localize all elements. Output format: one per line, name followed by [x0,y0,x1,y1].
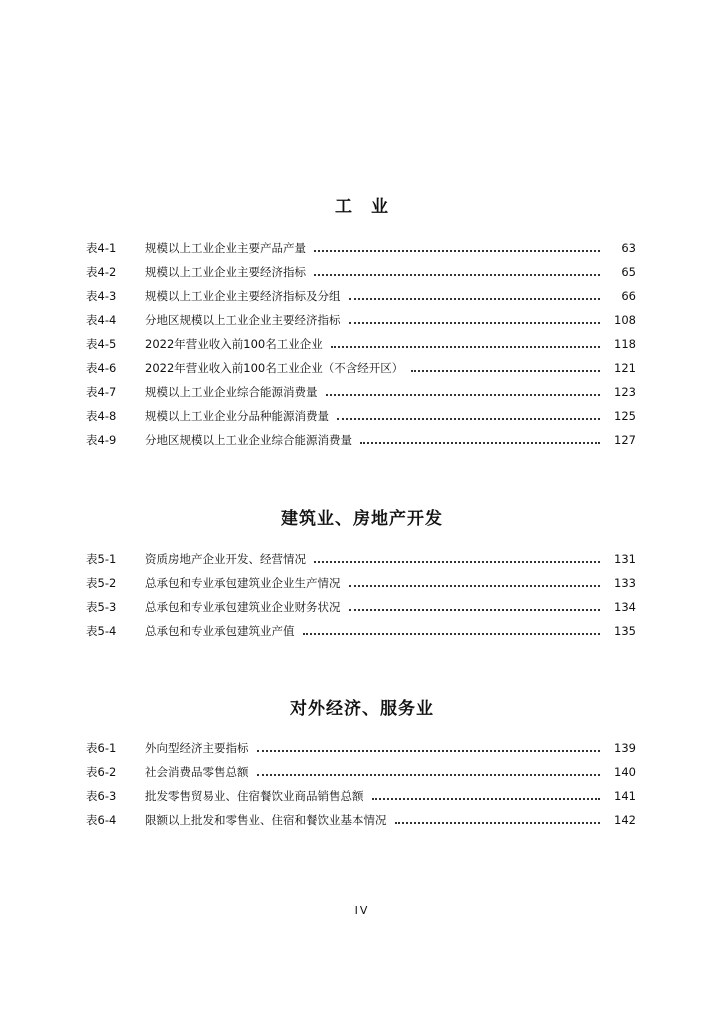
table-title: 批发零售贸易业、住宿餐饮业商品销售总额 [145,789,364,803]
table-title: 外向型经济主要指标 [145,741,249,755]
toc-entry[interactable] [86,383,636,401]
table-number: 表6-2 [86,765,117,779]
toc-entry[interactable] [86,407,636,425]
toc-entry[interactable] [86,622,636,640]
dot-leader [360,440,600,444]
dot-leader [372,796,601,800]
table-number: 表4-6 [86,361,117,375]
page-number: 66 [621,289,636,303]
table-number: 表6-4 [86,813,117,827]
dot-leader [411,368,600,372]
dot-leader [303,631,601,635]
table-title: 资质房地产企业开发、经营情况 [145,552,306,566]
dot-leader [337,416,600,420]
dot-leader [395,820,601,824]
page-number: 63 [621,241,636,255]
table-number: 表4-4 [86,313,117,327]
page-number: 121 [614,361,636,375]
page-number: 108 [614,313,636,327]
toc-entry[interactable] [86,287,636,305]
dot-leader [314,248,600,252]
dot-leader [349,607,601,611]
table-number: 表4-3 [86,289,117,303]
section-title-foreign-trade-services: 对外经济、服务业 [290,699,434,719]
toc-entry[interactable] [86,359,636,377]
dot-leader [314,272,600,276]
dot-leader [331,344,600,348]
toc-entry[interactable] [86,335,636,353]
table-number: 表4-1 [86,241,117,255]
table-title: 限额以上批发和零售业、住宿和餐饮业基本情况 [145,813,387,827]
toc-entry[interactable] [86,739,636,757]
dot-leader [314,559,600,563]
dot-leader [349,583,601,587]
table-title: 2022年营业收入前100名工业企业（不含经开区） [145,361,404,375]
page-number: 125 [614,409,636,423]
toc-entry[interactable] [86,811,636,829]
table-title: 总承包和专业承包建筑业产值 [145,624,295,638]
table-number: 表4-2 [86,265,117,279]
toc-entry[interactable] [86,263,636,281]
table-title: 社会消费品零售总额 [145,765,249,779]
section-title-construction: 建筑业、房地产开发 [281,509,443,529]
dot-leader [349,296,601,300]
toc-entry[interactable] [86,598,636,616]
page-number: 123 [614,385,636,399]
page-number: 118 [614,337,636,351]
table-number: 表5-3 [86,600,117,614]
dot-leader [257,748,601,752]
page-number: 133 [614,576,636,590]
toc-entry[interactable] [86,311,636,329]
table-number: 表5-1 [86,552,117,566]
page-number: 142 [614,813,636,827]
page-number: 127 [614,433,636,447]
table-number: 表6-1 [86,741,117,755]
page-number: 139 [614,741,636,755]
table-title: 总承包和专业承包建筑业企业财务状况 [145,600,341,614]
dot-leader [257,772,601,776]
table-number: 表4-8 [86,409,117,423]
toc-entry[interactable] [86,239,636,257]
dot-leader [326,392,601,396]
table-title: 分地区规模以上工业企业主要经济指标 [145,313,341,327]
toc-entry[interactable] [86,763,636,781]
page-number: 135 [614,624,636,638]
table-title: 规模以上工业企业主要产品产量 [145,241,306,255]
table-number: 表4-7 [86,385,117,399]
page-number: 134 [614,600,636,614]
toc-entry[interactable] [86,550,636,568]
table-title: 规模以上工业企业综合能源消费量 [145,385,318,399]
table-number: 表4-5 [86,337,117,351]
table-title: 规模以上工业企业主要经济指标及分组 [145,289,341,303]
page-number: 141 [614,789,636,803]
toc-entry[interactable] [86,431,636,449]
table-number: 表6-3 [86,789,117,803]
page-number: 65 [621,265,636,279]
toc-entry[interactable] [86,574,636,592]
table-number: 表5-2 [86,576,117,590]
table-title: 总承包和专业承包建筑业企业生产情况 [145,576,341,590]
table-number: 表5-4 [86,624,117,638]
table-number: 表4-9 [86,433,117,447]
table-title: 分地区规模以上工业企业综合能源消费量 [145,433,352,447]
page-number: 140 [614,765,636,779]
footer-page-number: IV [354,904,370,917]
table-title: 2022年营业收入前100名工业企业 [145,337,323,351]
toc-entry[interactable] [86,787,636,805]
page-number: 131 [614,552,636,566]
table-title: 规模以上工业企业主要经济指标 [145,265,306,279]
section-title-industry: 工 业 [335,197,389,217]
table-title: 规模以上工业企业分品种能源消费量 [145,409,329,423]
dot-leader [349,320,601,324]
